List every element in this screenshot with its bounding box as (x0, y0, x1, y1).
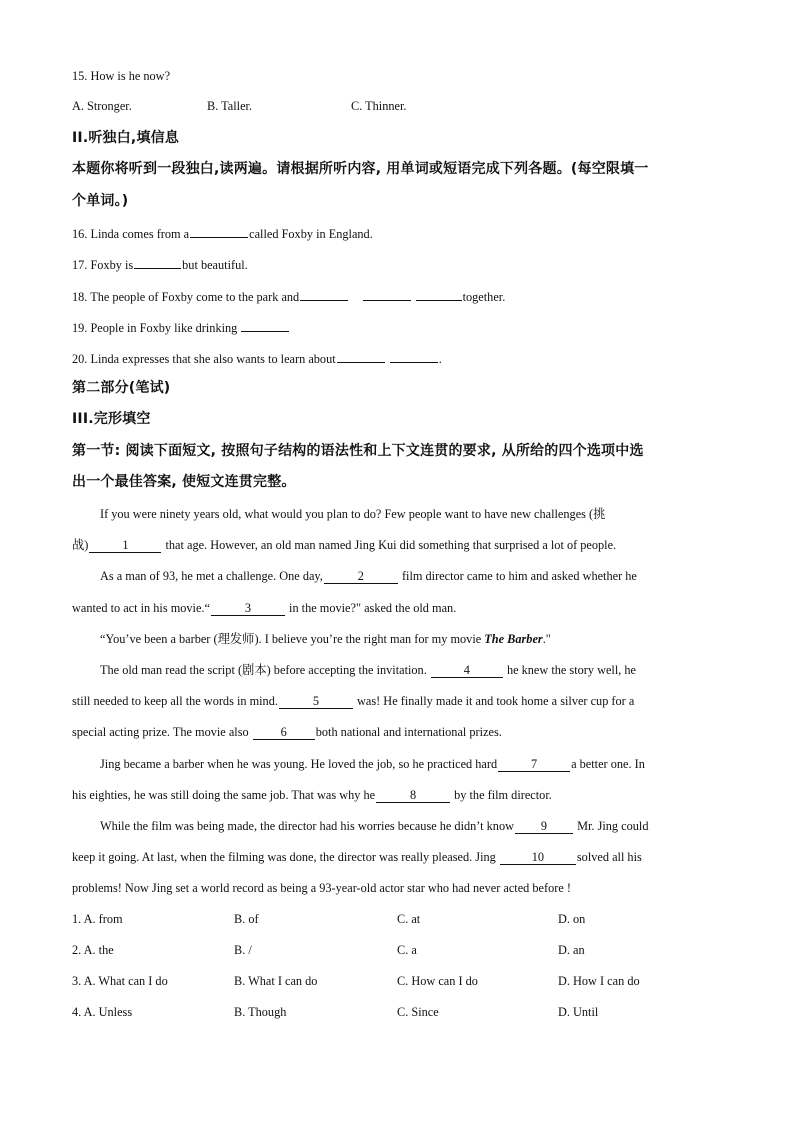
question-text: but beautiful. (182, 258, 248, 272)
answer-blank[interactable] (300, 288, 348, 301)
question-text: 20. Linda expresses that she also wants to learn about (72, 352, 336, 366)
passage-text: While the film was being made, the director had his worries because he didn’t know (100, 819, 514, 833)
passage-text: wanted to act in his movie.“ (72, 601, 210, 615)
passage-text: Jing became a barber when he was young. He loved the job, so he practiced hard (100, 757, 498, 771)
passage-line (72, 537, 734, 553)
answer-blank[interactable] (390, 350, 438, 363)
cloze-blank[interactable]: 3 (211, 601, 285, 616)
passage-text: solved all his (576, 850, 642, 864)
passage-line (72, 724, 734, 740)
cloze-blank[interactable]: 1 (89, 538, 161, 553)
question-16 (72, 225, 734, 242)
question-text: 17. Foxby is (72, 258, 134, 272)
passage-line: problems! Now Jing set a world record as being a 93-year-old actor star who had never acted before ! (72, 881, 571, 895)
choice-option[interactable]: C. Since (397, 1005, 439, 1019)
choice-option[interactable]: C. at (397, 912, 421, 926)
passage-line (100, 631, 734, 647)
passage-line (72, 849, 734, 865)
q15-option-a: A. Stronger. (72, 99, 132, 113)
choice-option[interactable]: 4. A. Unless (72, 1005, 133, 1019)
section-heading: III.完形填空 (72, 411, 151, 427)
cloze-blank[interactable]: 9 (515, 819, 573, 834)
cloze-blank[interactable]: 5 (279, 694, 353, 709)
passage-text: 战) (72, 538, 89, 552)
choice-option[interactable]: B. What I can do (234, 974, 318, 988)
question-text: 18. The people of Foxby come to the park and (72, 290, 300, 304)
passage-text: special acting prize. The movie also (72, 725, 249, 739)
passage-line (72, 693, 734, 709)
question-15: 15. How is he now? (72, 69, 171, 83)
choice-option[interactable]: D. Until (558, 1005, 599, 1019)
answer-blank[interactable] (337, 350, 385, 363)
cloze-blank[interactable]: 7 (498, 757, 570, 772)
choice-option[interactable]: B. Though (234, 1005, 287, 1019)
section-heading: II.听独白,填信息 (72, 130, 180, 146)
passage-text: “You’ve been a barber (理发师). I believe you’re the right man for my movie (100, 632, 482, 646)
choice-option[interactable]: 2. A. the (72, 943, 114, 957)
q15-option-c: C. Thinner. (351, 99, 407, 113)
answer-blank[interactable] (416, 288, 462, 301)
choice-option[interactable]: B. / (234, 943, 252, 957)
passage-line (100, 818, 734, 834)
passage-line: If you were ninety years old, what would you plan to do? Few people want to have new challenges (挑 (100, 507, 606, 521)
instruction-line: 出一个最佳答案, 使短文连贯完整。 (72, 474, 296, 490)
answer-blank[interactable] (241, 319, 289, 332)
passage-text: Mr. Jing could (577, 819, 649, 833)
passage-text: still needed to keep all the words in mind. (72, 694, 278, 708)
choice-option[interactable]: D. How I can do (558, 974, 640, 988)
passage-text: As a man of 93, he met a challenge. One day, (100, 569, 323, 583)
cloze-blank[interactable]: 8 (376, 788, 450, 803)
choice-option[interactable]: D. on (558, 912, 586, 926)
passage-text: by the film director. (454, 788, 552, 802)
passage-line (72, 787, 734, 803)
question-text: together. (462, 290, 506, 304)
passage-text: film director came to him and asked whether he (401, 569, 637, 583)
cloze-blank[interactable]: 2 (324, 569, 398, 584)
passage-line (100, 756, 734, 772)
instruction-line: 本题你将听到一段独白,读两遍。请根据所听内容, 用单词或短语完成下列各题。(每空限填一 (72, 161, 649, 177)
cloze-blank[interactable]: 6 (253, 725, 315, 740)
passage-text: was! He finally made it and took home a silver cup for a (357, 694, 635, 708)
passage-text: ." (542, 632, 551, 646)
passage-text: a better one. In (571, 757, 645, 771)
choice-option[interactable]: C. How can I do (397, 974, 478, 988)
part-heading: 第二部分(笔试) (72, 380, 171, 396)
q15-option-b: B. Taller. (207, 99, 253, 113)
question-17 (72, 256, 734, 273)
choice-option[interactable]: C. a (397, 943, 417, 957)
answer-blank[interactable] (363, 288, 411, 301)
instruction-line: 个单词。) (72, 193, 129, 209)
passage-text: The old man read the script (剧本) before accepting the invitation. (100, 663, 427, 677)
question-text: called Foxby in England. (249, 227, 373, 241)
passage-line (72, 600, 734, 616)
passage-line (100, 568, 734, 584)
passage-text: his eighties, he was still doing the same job. That was why he (72, 788, 376, 802)
question-text: 16. Linda comes from a (72, 227, 190, 241)
question-text: 19. People in Foxby like drinking (72, 321, 238, 335)
answer-blank[interactable] (190, 225, 248, 238)
passage-text: that age. However, an old man named Jing Kui did something that surprised a lot of people. (165, 538, 617, 552)
movie-title: The Barber (484, 632, 543, 646)
question-20 (72, 350, 734, 367)
passage-text: in the movie?" asked the old man. (289, 601, 457, 615)
choice-option[interactable]: 1. A. from (72, 912, 123, 926)
passage-line (100, 662, 734, 678)
passage-text: both national and international prizes. (315, 725, 502, 739)
cloze-blank[interactable]: 10 (500, 850, 576, 865)
passage-text: he knew the story well, he (506, 663, 637, 677)
instruction-line: 第一节: 阅读下面短文, 按照句子结构的语法性和上下文连贯的要求, 从所给的四个选项中选 (72, 443, 644, 459)
question-19 (72, 319, 734, 336)
answer-blank[interactable] (134, 256, 181, 269)
question-text: . (438, 352, 442, 366)
choice-option[interactable]: D. an (558, 943, 585, 957)
cloze-blank[interactable]: 4 (431, 663, 503, 678)
choice-option[interactable]: 3. A. What can I do (72, 974, 168, 988)
passage-text: keep it going. At last, when the filming was done, the director was really pleased. Jing (72, 850, 496, 864)
question-18 (72, 288, 734, 305)
choice-option[interactable]: B. of (234, 912, 259, 926)
